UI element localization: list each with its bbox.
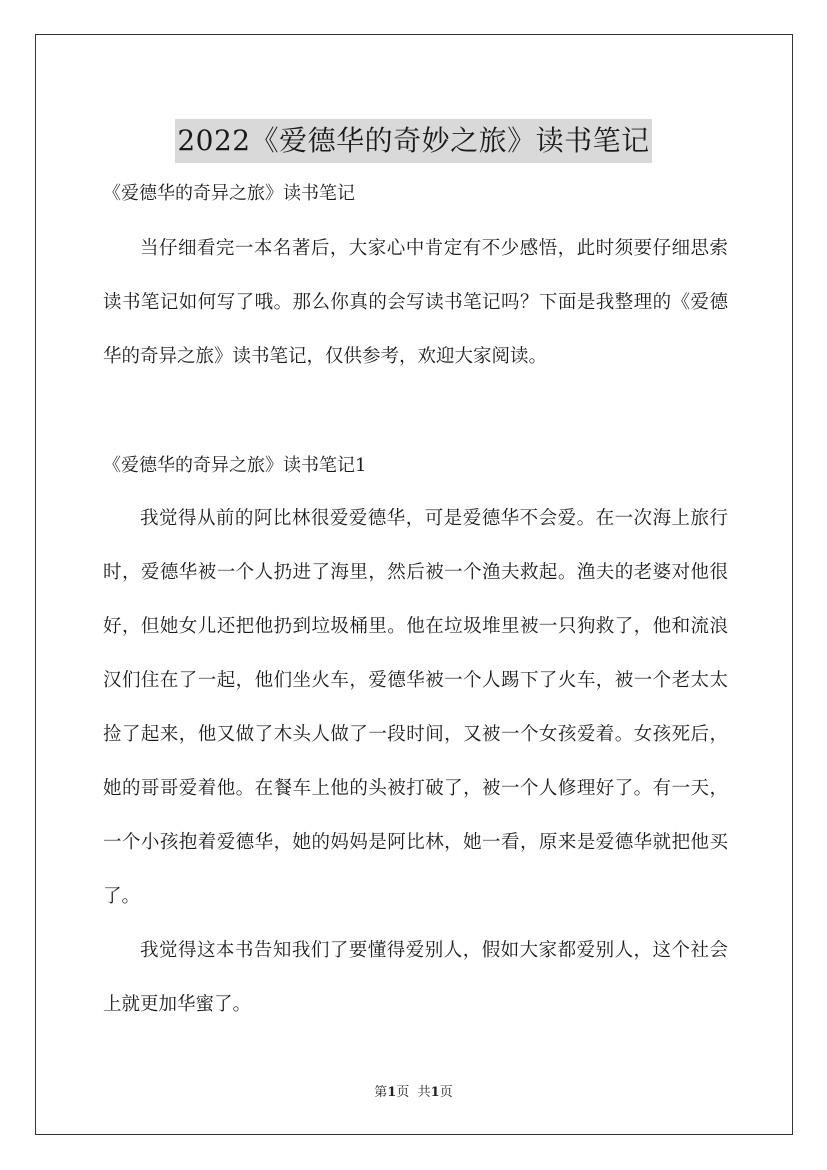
title-container: [0, 100, 827, 182]
body-paragraph-2: 我觉得这本书告知我们了要懂得爱别人，假如大家都爱别人，这个社会上就更加华蜜了。: [103, 940, 728, 1015]
page-prefix: 第: [374, 1085, 388, 1100]
document-title: 2022《爱德华的奇妙之旅》读书笔记: [175, 119, 651, 163]
total-prefix: 共: [417, 1085, 431, 1100]
document-subtitle: 《爱德华的奇异之旅》读书笔记: [103, 183, 355, 204]
intro-paragraph: 当仔细看完一本名著后，大家心中肯定有不少感悟，此时须要仔细思索读书笔记如何写了哦。那么你真的会写读书笔记吗？下面是我整理的《爱德华的奇异之旅》读书笔记，仅供参考，欢迎大家阅读。: [103, 238, 728, 367]
page-number: 1: [387, 1085, 397, 1100]
total-suffix: 页: [439, 1085, 453, 1100]
page-suffix: 页: [396, 1085, 410, 1100]
body-paragraph-1: 我觉得从前的阿比林很爱爱德华，可是爱德华不会爱。在一次海上旅行时，爱德华被一个人扔进了海里，然后被一个渔夫救起。渔夫的老婆对他很好，但她女儿还把他扔到垃圾桶里。他在垃圾堆里被一只狗救了，他和流浪汉们住在了一起，他们坐火车，爱德华被一个人踢下了火车，被一个老太太捡了起来，他又做了木头人做了一段时间，又被一个女孩爱着。女孩死后，她的哥哥爱着他。在餐车上他的头被打破了，被一个人修理好了。有一天，一个小孩抱着爱德华，她的妈妈是阿比林，她一看，原来是爱德华就把他买了。: [103, 508, 728, 907]
total-pages: 1: [430, 1085, 440, 1100]
page-footer: [0, 1084, 827, 1102]
section-heading: 《爱德华的奇异之旅》读书笔记1: [103, 455, 367, 476]
